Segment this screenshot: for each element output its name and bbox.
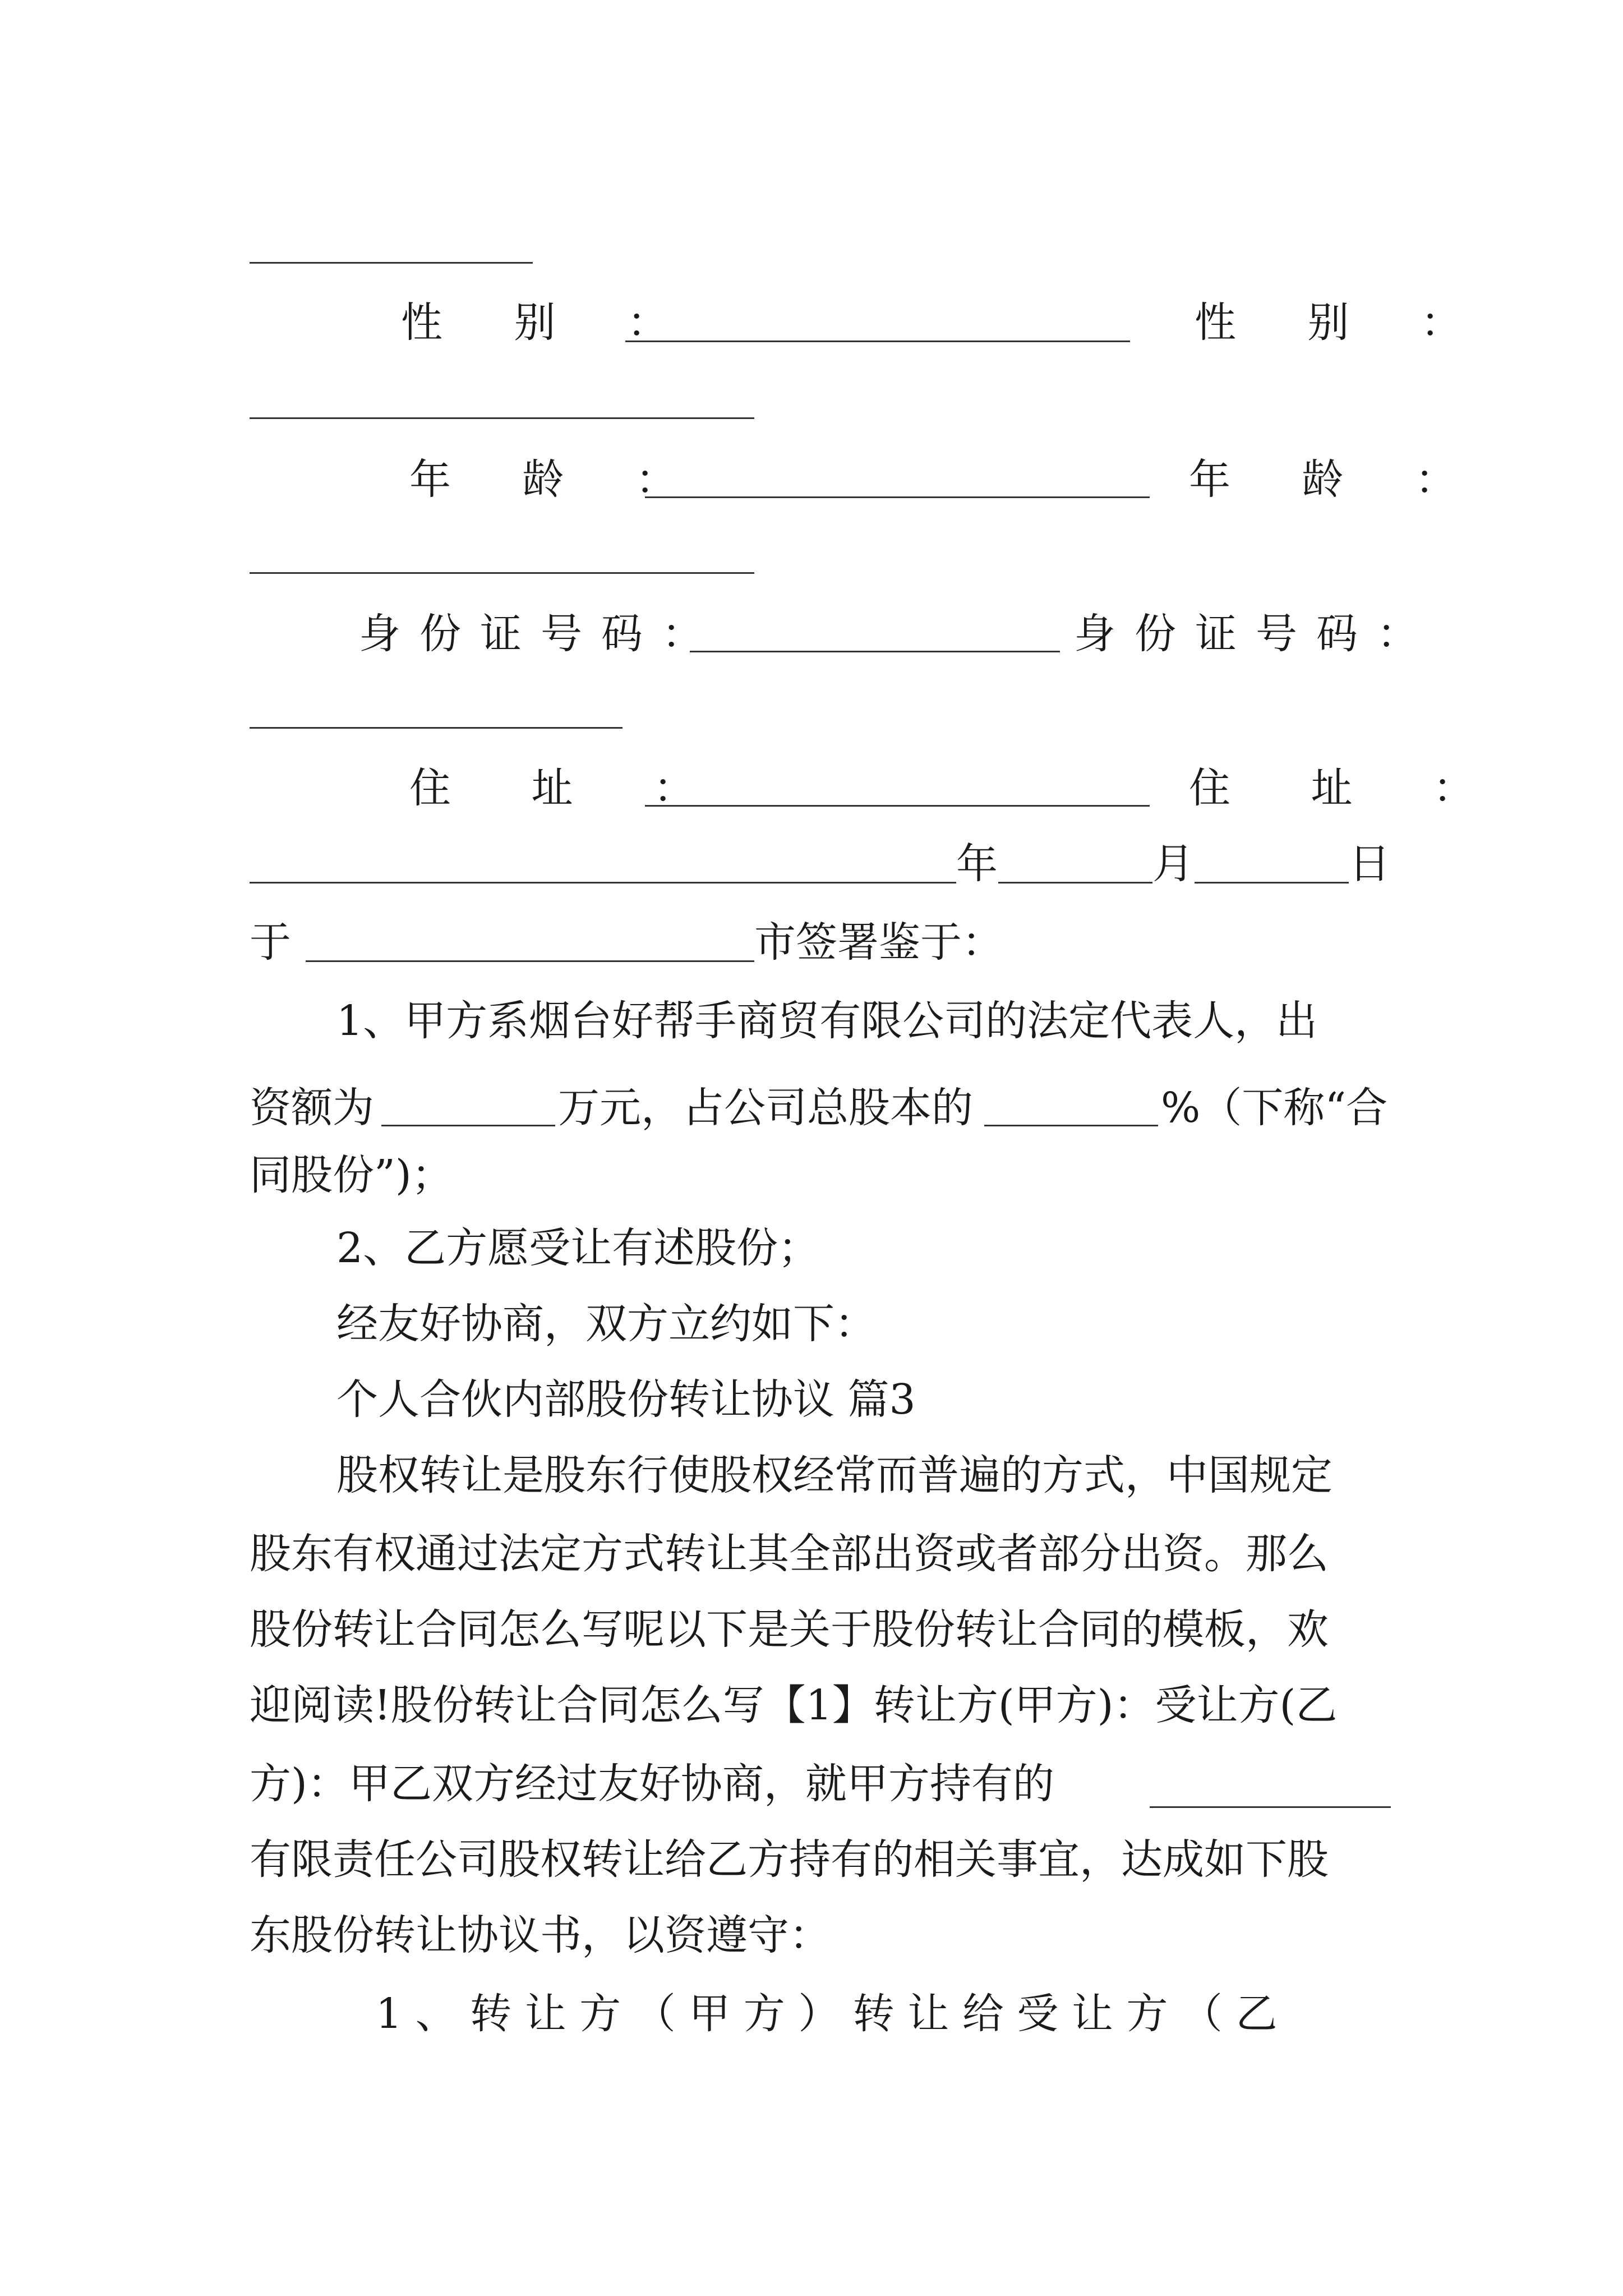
blank-line — [250, 262, 533, 264]
blank-line — [250, 882, 956, 884]
paragraph-line: 经友好协商，双方立约如下： — [336, 1300, 876, 1348]
paragraph-line: 方)：甲乙双方经过友好协商，就甲方持有的 — [250, 1760, 1054, 1808]
label-address-right: 住 址 ： — [1189, 764, 1509, 812]
paragraph-line: 迎阅读!股份转让合同怎么写【1】转让方(甲方)：受让方(乙 — [250, 1681, 1338, 1729]
blank-line — [250, 417, 754, 419]
blank-line — [1195, 882, 1349, 884]
paragraph-line: 2、乙方愿受让有述股份； — [336, 1224, 820, 1272]
label-id-number: 身份证号码： — [359, 610, 722, 658]
section-heading: 个人合伙内部股份转让协议 篇3 — [336, 1375, 916, 1424]
paragraph-line: 东股份转让协议书，以资遵守： — [250, 1911, 831, 1959]
paragraph-line: 资额为 — [250, 1084, 374, 1132]
blank-line — [250, 572, 754, 574]
label-address: 住 址 ： — [409, 764, 729, 812]
date-day-label: 日 — [1349, 840, 1390, 888]
date-month-label: 月 — [1152, 840, 1194, 888]
paragraph-line: 同股份”)； — [250, 1151, 453, 1199]
blank-line — [998, 882, 1152, 884]
label-id-number-right: 身份证号码： — [1074, 610, 1437, 658]
label-age-right: 年 龄 ： — [1189, 455, 1486, 504]
paragraph-line: 股权转让是股东行使股权经常而普遍的方式，中国规定 — [336, 1451, 1332, 1499]
paragraph-line: 万元，占公司总股本的 — [558, 1084, 973, 1132]
blank-line — [381, 1125, 555, 1126]
blank-line — [250, 727, 623, 729]
blank-line — [645, 496, 1150, 498]
label-gender: 性 别 ： — [401, 298, 698, 347]
paragraph-line: 1、甲方系烟台好帮手商贸有限公司的法定代表人，出 — [336, 997, 1318, 1045]
date-year-label: 年 — [956, 840, 998, 888]
blank-line — [306, 960, 754, 962]
paragraph-line: 股东有权通过法定方式转让其全部出资或者部分出资。那么 — [250, 1530, 1329, 1578]
place-suffix: 市签署鉴于： — [754, 918, 1003, 967]
paragraph-line: 有限责任公司股权转让给乙方持有的相关事宜，达成如下股 — [250, 1835, 1329, 1884]
label-gender-right: 性 别 ： — [1195, 298, 1492, 347]
paragraph-line: 股份转让合同怎么写呢以下是关于股份转让合同的模板，欢 — [250, 1605, 1329, 1654]
label-age: 年 龄 ： — [409, 455, 707, 504]
blank-line — [690, 651, 1060, 652]
paragraph-line: %（下称“合 — [1161, 1084, 1388, 1132]
blank-line — [984, 1125, 1158, 1126]
blank-line — [625, 341, 1130, 342]
place-prefix: 于 — [250, 918, 291, 967]
paragraph-line: 1 、 转 让 方 （ 甲 方 ） 转 让 给 受 让 方 （ 乙 — [376, 1990, 1278, 2038]
blank-line — [1150, 1806, 1391, 1808]
